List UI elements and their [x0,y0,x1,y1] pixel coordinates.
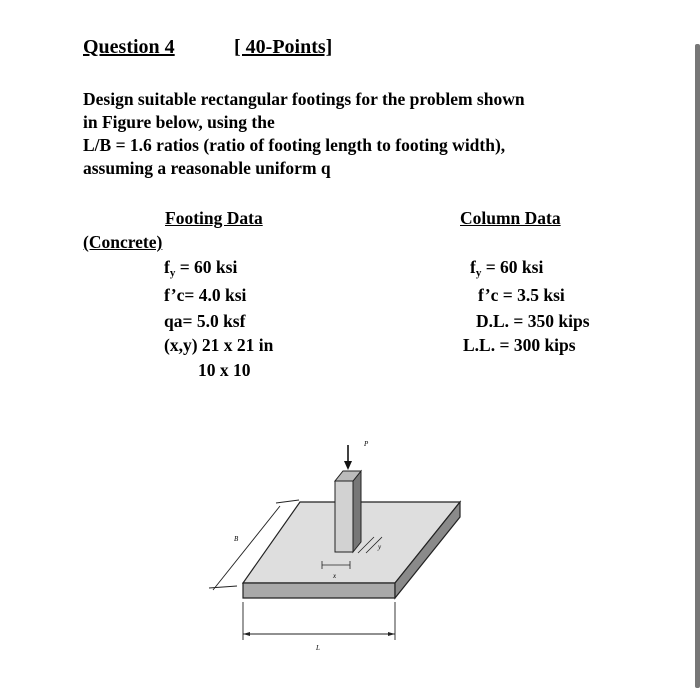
problem-line-2: in Figure below, using the [83,112,275,132]
label-y: y [378,543,382,551]
footing-fy: $f_y = 60$ ksi [164,257,238,279]
footing-concrete-label: (Concrete) [83,232,163,252]
footing-fc: f’c= 4.0 ksi [164,285,247,305]
footing-slab-front [243,583,395,598]
column-ll: L.L. = 300 kips [463,335,576,355]
label-l: L [316,644,320,652]
problem-line-1: Design suitable rectangular footings for the problem shown [83,89,525,109]
column-front [335,481,353,552]
column-dl: D.L. = 350 kips [476,311,590,331]
problem-line-3: L/B = 1.6 ratios (ratio of footing length to footing width), [83,135,506,155]
problem-line-4: assuming a reasonable uniform q [83,158,331,178]
column-fy: $f_y = 60$ ksi [470,257,544,279]
question-points: [ 40-Points] [234,36,333,58]
footing-qa: qa= 5.0 ksf [164,311,246,331]
column-side [353,471,361,552]
question-title: Question 4 [83,36,175,58]
footing-data-heading: Footing Data [165,208,263,228]
column-fc: f’c = 3.5 ksi [478,285,565,305]
label-x: x [333,572,337,580]
footing-xy: (x,y) 21 x 21 in [164,335,274,355]
label-b: B [234,535,239,543]
column-data-heading: Column Data [460,208,561,228]
load-arrow-icon [344,461,352,470]
footing-xy-2: 10 x 10 [198,360,251,380]
label-p: P [364,440,369,448]
